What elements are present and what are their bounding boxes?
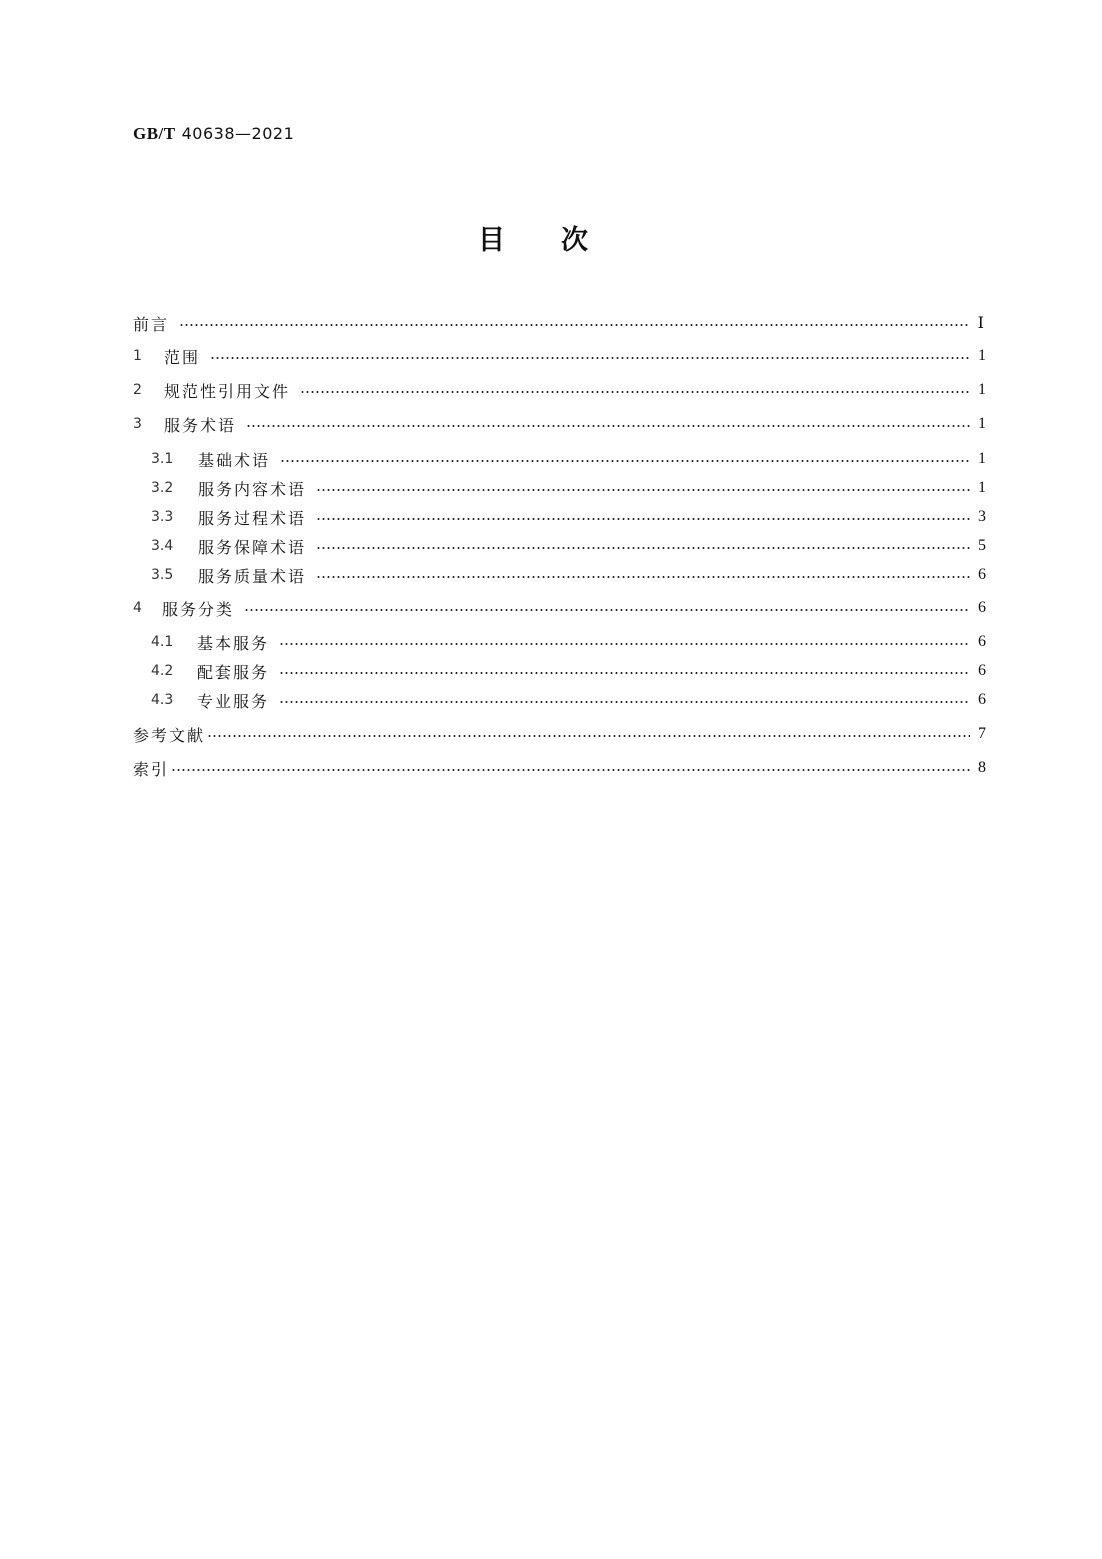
toc-entry-number: 2 xyxy=(133,382,142,398)
toc-entry-label: 配套服务 xyxy=(197,662,270,682)
toc-entry-label: 服务质量术语 xyxy=(198,566,307,586)
dot-leader xyxy=(171,769,970,771)
toc-entry-label: 参考文献 xyxy=(133,725,206,745)
toc-entry-number: 3.4 xyxy=(151,538,174,554)
toc-entry-section-2[interactable] xyxy=(133,377,986,403)
dot-leader xyxy=(316,489,970,491)
toc-entry-number: 4.2 xyxy=(151,663,174,679)
toc-entry-page: Ⅰ xyxy=(977,315,984,332)
toc-entry-page: 6 xyxy=(978,691,986,708)
dot-leader xyxy=(246,425,970,427)
dot-leader xyxy=(280,460,970,462)
toc-entry-page: 1 xyxy=(978,381,986,398)
toc-entry-label: 基本服务 xyxy=(197,633,270,653)
toc-entry-section-3-2[interactable] xyxy=(133,475,986,501)
page-title: 目次 xyxy=(478,225,644,256)
toc-entry-section-3-1[interactable] xyxy=(133,446,986,472)
toc-entry-number: 4 xyxy=(133,600,142,616)
standard-number: 40638—2021 xyxy=(181,124,295,143)
dot-leader xyxy=(316,547,970,549)
toc-entry-page: 5 xyxy=(978,537,986,554)
toc-entry-label: 范围 xyxy=(164,347,201,367)
toc-entry-page: 3 xyxy=(978,508,986,525)
toc-entry-index[interactable] xyxy=(133,755,986,781)
toc-entry-label: 基础术语 xyxy=(198,450,271,470)
toc-entry-label: 服务内容术语 xyxy=(198,479,307,499)
toc-entry-number: 3.2 xyxy=(151,480,174,496)
toc-entry-page: 6 xyxy=(978,633,986,650)
standard-code: GB/T xyxy=(133,124,176,143)
toc-entry-page: 7 xyxy=(978,725,986,742)
toc-entry-section-1[interactable] xyxy=(133,343,986,369)
dot-leader xyxy=(300,391,970,393)
toc-entry-section-3-5[interactable] xyxy=(133,562,986,588)
toc-entry-label: 规范性引用文件 xyxy=(164,381,291,401)
toc-entry-page: 1 xyxy=(978,450,986,467)
toc-entry-label: 服务保障术语 xyxy=(198,537,307,557)
toc-entry-page: 6 xyxy=(978,662,986,679)
toc-entry-number: 4.3 xyxy=(151,692,174,708)
toc-entry-number: 3.5 xyxy=(151,567,174,583)
toc-entry-section-3-3[interactable] xyxy=(133,504,986,530)
toc-entry-number: 4.1 xyxy=(151,634,174,650)
toc-entry-label: 专业服务 xyxy=(197,691,270,711)
dot-leader xyxy=(316,576,970,578)
dot-leader xyxy=(207,735,970,737)
dot-leader xyxy=(316,518,970,520)
toc-entry-foreword[interactable] xyxy=(133,310,986,336)
toc-entry-label: 服务分类 xyxy=(162,599,235,619)
toc-entry-page: 6 xyxy=(978,566,986,583)
toc-entry-page: 1 xyxy=(978,415,986,432)
dot-leader xyxy=(279,672,970,674)
toc-entry-label: 索引 xyxy=(133,759,170,779)
toc-entry-label: 前言 xyxy=(133,314,170,334)
dot-leader xyxy=(210,357,970,359)
toc-entry-label: 服务术语 xyxy=(164,415,237,435)
toc-entry-number: 3 xyxy=(133,416,142,432)
toc-entry-section-4-1[interactable] xyxy=(133,629,986,655)
toc-entry-page: 1 xyxy=(978,347,986,364)
dot-leader xyxy=(279,643,970,645)
toc-entry-section-3-4[interactable] xyxy=(133,533,986,559)
toc-entry-section-4[interactable] xyxy=(133,595,986,621)
toc-entry-section-4-2[interactable] xyxy=(133,658,986,684)
toc-entry-page: 1 xyxy=(978,479,986,496)
toc-entry-page: 6 xyxy=(978,599,986,616)
toc-entry-section-4-3[interactable] xyxy=(133,687,986,713)
dot-leader xyxy=(179,324,968,326)
dot-leader xyxy=(244,609,970,611)
toc-entry-label: 服务过程术语 xyxy=(198,508,307,528)
toc-entry-number: 3.3 xyxy=(151,509,174,525)
toc-entry-page: 8 xyxy=(978,759,986,776)
toc-entry-section-3[interactable] xyxy=(133,411,986,437)
dot-leader xyxy=(279,701,970,703)
toc-entry-references[interactable] xyxy=(133,721,986,747)
toc-entry-number: 3.1 xyxy=(151,451,174,467)
toc-entry-number: 1 xyxy=(133,348,142,364)
table-of-contents xyxy=(133,0,986,800)
